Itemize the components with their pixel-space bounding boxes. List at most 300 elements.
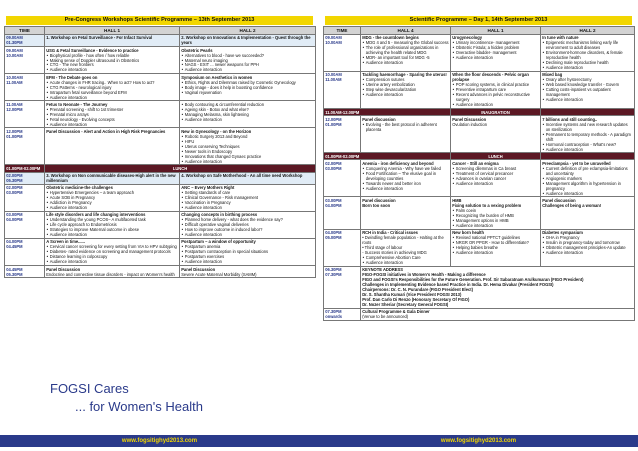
time-slot: 05.00PM [325,235,342,241]
session-item-text: Understanding the young PCOS– A multifaceted task [49,217,146,223]
session-item [362,92,449,97]
hall2-cell [180,211,316,238]
bullet-icon: • [542,175,545,181]
bullet-icon: • [362,87,365,93]
hall1-cell [451,116,541,153]
table-row [5,211,316,238]
bullet-icon: • [46,106,49,112]
table-row [5,34,316,46]
right-title: Scientific Programme – Day 1, 14th September 2013 [325,16,632,25]
bullet-icon: • [452,45,455,51]
bullet-icon: • [46,94,49,100]
time-slot: 02.00PM [6,173,23,179]
hall4-cell [361,116,451,153]
session-item-text: MDR- an important tool for MDG -5 [365,55,430,61]
bullet-icon: • [46,249,49,255]
bullet-icon: • [181,111,184,117]
hall1-cell [451,71,541,108]
session-item-text: Audience interaction [184,205,222,211]
hall1-cell [45,34,180,46]
session-text: - Success stories in achieving MDG [362,250,427,256]
bullet-icon: • [181,232,184,238]
bullet-icon: • [181,138,184,144]
session-item-text: Helping babies breathe [455,245,498,251]
hall1-cell [451,197,541,229]
time-slot: 12.00PM [325,116,342,122]
session-heading: 3. Workshop on Non communicable diseases-High alert in the new millennium [46,173,176,184]
session-item-text: NAGS - EXIT ... newer weapons for PPH [184,62,259,68]
bullet-icon: • [452,102,455,108]
session-item-text: Biophysical profile - how often / how reliable [49,52,130,58]
session-item-text: Palm coein [455,208,477,213]
left-header-time: TIME [5,27,45,35]
session-item [542,191,633,196]
session-item [542,132,633,142]
session-item-text: CTG Patterns - neurological injury [49,84,112,90]
session-text: Severe Acute Maternal Morbidity (SAMM) [181,271,257,277]
bullet-icon: • [181,62,184,68]
session-item-text: Screening dilemmas in Ca breast [455,165,517,171]
bullet-icon: • [181,205,184,211]
bullet-icon: • [452,170,455,176]
bullet-icon: • [181,158,184,164]
bullet-icon: • [181,79,184,85]
session-item [46,67,178,72]
session-heading: Life style disorders and life changing interventions [46,212,146,218]
bullet-icon: • [452,208,455,213]
wide-cell [361,308,635,320]
session-item-text: Innovations that changed Gynaec practice [184,153,262,159]
time-slot: 02.00PM [6,185,23,191]
session-item-text: Permanent to temporary methods - A paradigm shift [545,131,631,142]
hall2-cell [180,184,316,211]
session-heading: Mixed bag [542,72,563,78]
time-slot: 03.00PM [6,212,23,218]
table-row [5,101,316,128]
session-item [542,250,633,255]
table-row [5,238,316,265]
session-item-text: Audience interaction [49,67,87,73]
session-heading: Urogynecology [452,35,482,41]
session-heading: Born too soon [362,203,391,209]
left-header-hall1: HALL 1 [45,27,180,35]
session-item [46,95,178,100]
time-slot: 04.00PM [6,239,23,245]
lunch-time: 01.00PM-02.00PM [5,165,45,172]
time-cell [324,266,361,308]
time-slot: 03.00PM [325,198,342,204]
bullet-icon: • [46,190,49,196]
session-heading: Dr. Nozer Sheriar (Secretary General FOGSI) [362,302,449,308]
session-heading: 7 billions and still counting.. [542,116,598,122]
table-row [5,46,316,73]
wide-cell [361,266,635,308]
session-heading: KEYNOTE ADDRESS [362,267,403,273]
session-item [452,102,539,107]
table-row [324,266,635,308]
session-item-text: Recognizing the burden of HMB [455,212,514,218]
session-item-text: Compression sutures [365,77,405,83]
bullet-icon: • [46,67,49,73]
session-item-text: Audience interaction [545,146,583,152]
table-row [5,74,316,101]
time-slot: 04.45PM [6,244,23,250]
bullet-icon: • [542,60,545,66]
session-heading: Tackling haemorrhage - Sparing the uterus! [362,72,447,78]
bullet-icon: • [452,212,455,218]
session-item-text: Towards newer and better iron [365,180,421,186]
session-item-text: OHA in Pregnancy [545,235,580,241]
session-item-text: Angiogenic markers [545,175,582,181]
session-item [452,55,539,60]
break-label: LUNCH [451,153,541,160]
bullet-icon: • [542,146,545,152]
right-schedule-body [324,34,635,320]
table-row [5,184,316,211]
hall2-cell [180,128,316,165]
time-slot: 04.00PM [6,217,23,223]
session-item-text: Incentive systems and new research updates on sterilization [545,121,628,132]
session-item [181,67,314,72]
hall2-cell [180,46,316,73]
session-item [452,250,539,255]
hall2-cell [180,34,316,46]
session-item-text: Ovary after hysterectomy [545,77,592,83]
session-item [46,259,178,264]
session-item [362,186,449,191]
bullet-icon: • [181,133,184,139]
session-heading: USG & Fetal Surveillance - Evidence to practice [46,47,139,53]
session-item-text: Audience interaction [49,121,87,127]
time-slot: 09.00AM [325,35,342,41]
hall4-cell [361,229,451,266]
session-item-text: CTG - The new frontiers [49,62,94,68]
hall2-cell [541,160,635,197]
session-heading: Panel Discussion [181,266,216,272]
time-slot: 03.00PM [325,165,342,171]
bullet-icon: • [181,222,184,228]
table-row [324,108,635,115]
bullet-icon: • [542,141,545,147]
session-item [542,97,633,102]
bullet-icon: • [542,250,545,256]
session-item-text: Recent advances in pelvic reconstructive surgery [455,92,530,103]
table-row [324,229,635,266]
break-time: 11.00AM-12.00PM [324,108,451,115]
table-row [5,266,316,278]
session-item [46,205,178,210]
session-heading: Dr. S. Shantha Kumari (Vice President FOGSI 2013) [362,292,462,298]
bullet-icon: • [181,254,184,260]
time-cell [324,229,361,266]
table-row [5,172,316,184]
session-heading: ANC – Every Mothers Right [181,185,235,191]
session-item-text: Preventive intrapartum care [455,87,507,93]
time-slot: 11.00AM [6,101,23,107]
session-item-text: Evolving - the best protocol in adherent placenta [365,121,437,132]
session-item [362,122,449,132]
right-header-row [324,27,635,35]
bullet-icon: • [362,92,365,98]
bullet-icon: • [542,87,545,93]
session-item-text: Intrapartum fetal surveillance beyond EFM [49,89,127,95]
bullet-icon: • [181,52,184,58]
table-row [324,153,635,160]
bullet-icon: • [181,153,184,159]
session-heading: RCH in India - Critical issues [362,230,418,236]
bullet-icon: • [181,249,184,255]
session-item-text: Hormonal contraception - What's new? [545,141,617,147]
bullet-icon: • [46,254,49,260]
bullet-icon: • [452,50,455,56]
session-item-text: NRGR OR PPGR - How to differentiate? [455,240,529,246]
hall2-cell [541,34,635,71]
bullet-icon: • [46,222,49,228]
bullet-icon: • [46,205,49,211]
bullet-icon: • [181,190,184,196]
time-cell [5,101,45,128]
hall1-cell [45,172,180,184]
session-item-text: Comprehensive Abortion Care [365,255,421,261]
session-item-text: Advances in ovarian cancer [455,175,507,181]
session-item [362,171,449,181]
hall1-cell [451,160,541,197]
hall2-cell [541,71,635,108]
session-item-text: Strategies to improve Maternal outcome in obese [49,227,139,233]
session-item [46,122,178,127]
session-item-text: Obstetric management principles-An update [545,245,626,251]
hall1-cell [45,74,180,101]
time-slot: 06.30PM [325,267,342,273]
time-slot: 01.00PM [6,133,23,139]
right-header-hall4: HALL 4 [361,27,451,35]
hall2-cell [541,116,635,153]
session-heading: FIGO and FOGSI's Responsibilities for the Future Generation. Prof. Sir Sabaratnam Arulkumaran (FIGO President) [362,277,584,283]
session-item [542,147,633,152]
session-item-text: Vaginal rejuvenation [184,89,222,95]
session-heading: Changing concepts in birthing process [181,212,258,218]
bullet-icon: • [181,227,184,233]
bullet-icon: • [46,52,49,58]
session-item-text: Distance learning in colposcopy [49,254,108,260]
session-item-text: Addiction in Pregnancy [49,200,92,206]
bullet-icon: • [181,200,184,206]
time-cell [5,266,45,278]
hall2-cell [541,197,635,229]
session-item-text: Uterine artery embolization [365,82,415,88]
bullet-icon: • [452,180,455,186]
time-slot: 04.45PM [6,266,23,272]
session-item [542,40,633,50]
session-heading: Symposium on Aesthetics in women [181,74,253,80]
session-item-text: POP scoring systems, in clinical practice [455,82,530,88]
time-cell [324,71,361,108]
session-heading: Cultural Programme & Gala Dinner [362,309,430,315]
time-slot: 01.30PM [6,40,23,46]
time-slot: 11.00AM [325,77,342,83]
bullet-icon: • [181,67,184,73]
time-slot: 10.00AM [6,74,23,80]
fogsi-line-1: FOGSI Cares [50,381,129,396]
session-item-text: Postpartum exercises [184,254,225,260]
bullet-icon: • [452,235,455,241]
bullet-icon: • [362,260,365,266]
session-item-text: Insulin in pregnancy-today and tomorrow [545,240,620,246]
session-item [542,166,633,176]
time-slot: 10.00AM [325,72,342,78]
time-slot: 11.00AM [6,79,23,85]
bullet-icon: • [181,89,184,95]
session-item-text: Environment-hormone disorders, & female reproductive health [545,50,623,61]
bullet-icon: • [46,121,49,127]
bullet-icon: • [452,175,455,181]
time-slot: 02.00PM [325,160,342,166]
time-slot: 12.00PM [6,106,23,112]
bullet-icon: • [452,217,455,223]
hall1-cell [45,128,180,165]
hall2-cell [180,266,316,278]
bullet-icon: • [452,92,455,98]
session-heading: Obstetric medicine-the challenges [46,185,113,191]
bullet-icon: • [542,240,545,246]
time-cell [5,184,45,211]
bullet-icon: • [181,217,184,223]
session-item-text: Ageing skin - Botox and what else? [184,106,249,112]
bullet-icon: • [362,255,365,261]
session-heading: 2. Workshop on Innovations & Implementation - Quest through the years [181,35,311,46]
hall1-cell [451,229,541,266]
right-footer-url[interactable]: www.fogsitighyd2013.com [319,435,638,447]
time-slot: 04.00PM [325,203,342,209]
session-heading: Panel discussion [362,116,396,122]
bullet-icon: • [542,235,545,241]
time-slot: 04.00PM [325,230,342,236]
left-header-hall2: HALL 2 [180,27,316,35]
bullet-icon: • [181,57,184,63]
hall4-cell [361,34,451,71]
bullet-icon: • [181,244,184,250]
session-item-text: Robotic Surgery 2013 and Beyond [184,133,248,139]
session-item-text: Overactive bladder- management [455,50,517,56]
left-footer-url[interactable]: www.fogsitighyd2013.com [0,435,319,447]
session-heading: Panel discussion [362,198,396,204]
time-cell [324,308,361,320]
session-item-text: Audience interaction [365,185,403,191]
table-row [324,34,635,71]
session-heading: Panel Discussion - Alert and Action in High Risk Pregnancies [46,128,166,134]
time-slot: 03.00PM [6,190,23,196]
session-item-text: Audience interaction [184,232,222,238]
break-empty [541,153,635,160]
session-item-text: Cutting costs-inpatient vs outpatient management [545,87,611,98]
bullet-icon: • [452,250,455,256]
session-item-text: Audience interaction [49,232,87,238]
bullet-icon: • [452,245,455,251]
bullet-icon: • [362,60,365,66]
session-item [542,65,633,70]
session-item-text: Prenatal screening - shift to 1st trimester [49,106,124,112]
bullet-icon: • [542,245,545,251]
time-cell [5,34,45,46]
hall1-cell [45,46,180,73]
session-item-text: Hypertensive Emergencies – a team approach [49,190,134,196]
bullet-icon: • [362,165,365,171]
session-item-text: Current definition of pre eclampsia-limitations and uncertainty [545,165,628,176]
bullet-icon: • [542,121,545,127]
session-heading: Preeclampsia - yet to be unravelled [542,160,611,166]
session-heading: In tune with nature [542,35,579,41]
hall1-cell [45,184,180,211]
session-text: • Third stage of labour [362,245,403,251]
left-title: Pre-Congress Workshops Scientific Programme – 13th September 2013 [6,16,313,25]
bullet-icon: • [46,111,49,117]
hall4-cell [361,71,451,108]
session-item-text: Maternal neuro imaging [184,57,228,63]
session-heading: New born health [452,230,485,236]
session-heading: Cancer - Still an enigma [452,160,499,166]
right-schedule-table [323,26,635,321]
session-item-text: Clinical Governance - Risk management [184,195,259,201]
session-heading: New in Gynecology - on the Horizon [181,128,252,134]
session-item-text: Audience interaction [184,67,222,73]
bullet-icon: • [362,55,365,61]
session-item-text: Audience interaction [545,190,583,196]
session-heading: Fetus to Neonate - The Journey [46,101,108,107]
bullet-icon: • [362,185,365,191]
session-heading: A Screen in time...... [46,239,85,245]
session-item-text: Alternatives to blood - have we succeeded? [184,52,264,58]
bullet-icon: • [362,82,365,88]
session-item-text: Audience interaction [49,205,87,211]
session-text: Ovulation induction [452,121,488,127]
break-label: INAUGRATION [451,108,541,115]
session-item-text: Audience interaction [365,60,403,66]
session-item [181,117,314,122]
bullet-icon: • [181,195,184,201]
session-item [362,45,449,55]
session-heading: Fixing solution to a vexing problem [452,203,522,209]
session-heading: Panel Discussion [46,266,81,272]
session-item-text: Acute changes in FHR tracing.. When to act? How to act? [49,79,155,85]
time-slot: 10.00AM [6,52,23,58]
session-item-text: Management algorithm in hypertension in pregnancy [545,180,621,191]
break-time: 01.00PM-02.00PM [324,153,451,160]
time-cell [5,46,45,73]
session-item-text: Managing Melasma, skin lightening [184,111,249,117]
table-row [5,128,316,165]
table-row [5,165,316,172]
left-header-row [5,27,316,35]
bullet-icon: • [542,180,545,186]
session-heading: 4. Workshop on Safe Motherhood - An all time need Workshop [181,173,303,179]
session-item-text: Uterus conserving Techniques [184,143,240,149]
bullet-icon: • [542,82,545,88]
session-item-text: Conquering Anemia - Why have we failed [365,165,441,171]
session-item-text: Audience interaction [365,92,403,98]
bullet-icon: • [181,84,184,90]
bullet-icon: • [452,87,455,93]
session-heading: When the floor descends - Pelvic organ prolapse [452,72,529,83]
session-item-text: Postpartum anemia [184,244,221,250]
bullet-icon: • [452,222,455,228]
time-cell [5,74,45,101]
session-item-text: HIFU [184,138,195,144]
hall4-cell [361,197,451,229]
session-item-text: Fetal neurology - Evolving concepts [49,116,115,122]
time-cell [324,116,361,153]
session-heading: Challenges of being a woman! [542,203,602,209]
session-item [542,122,633,132]
